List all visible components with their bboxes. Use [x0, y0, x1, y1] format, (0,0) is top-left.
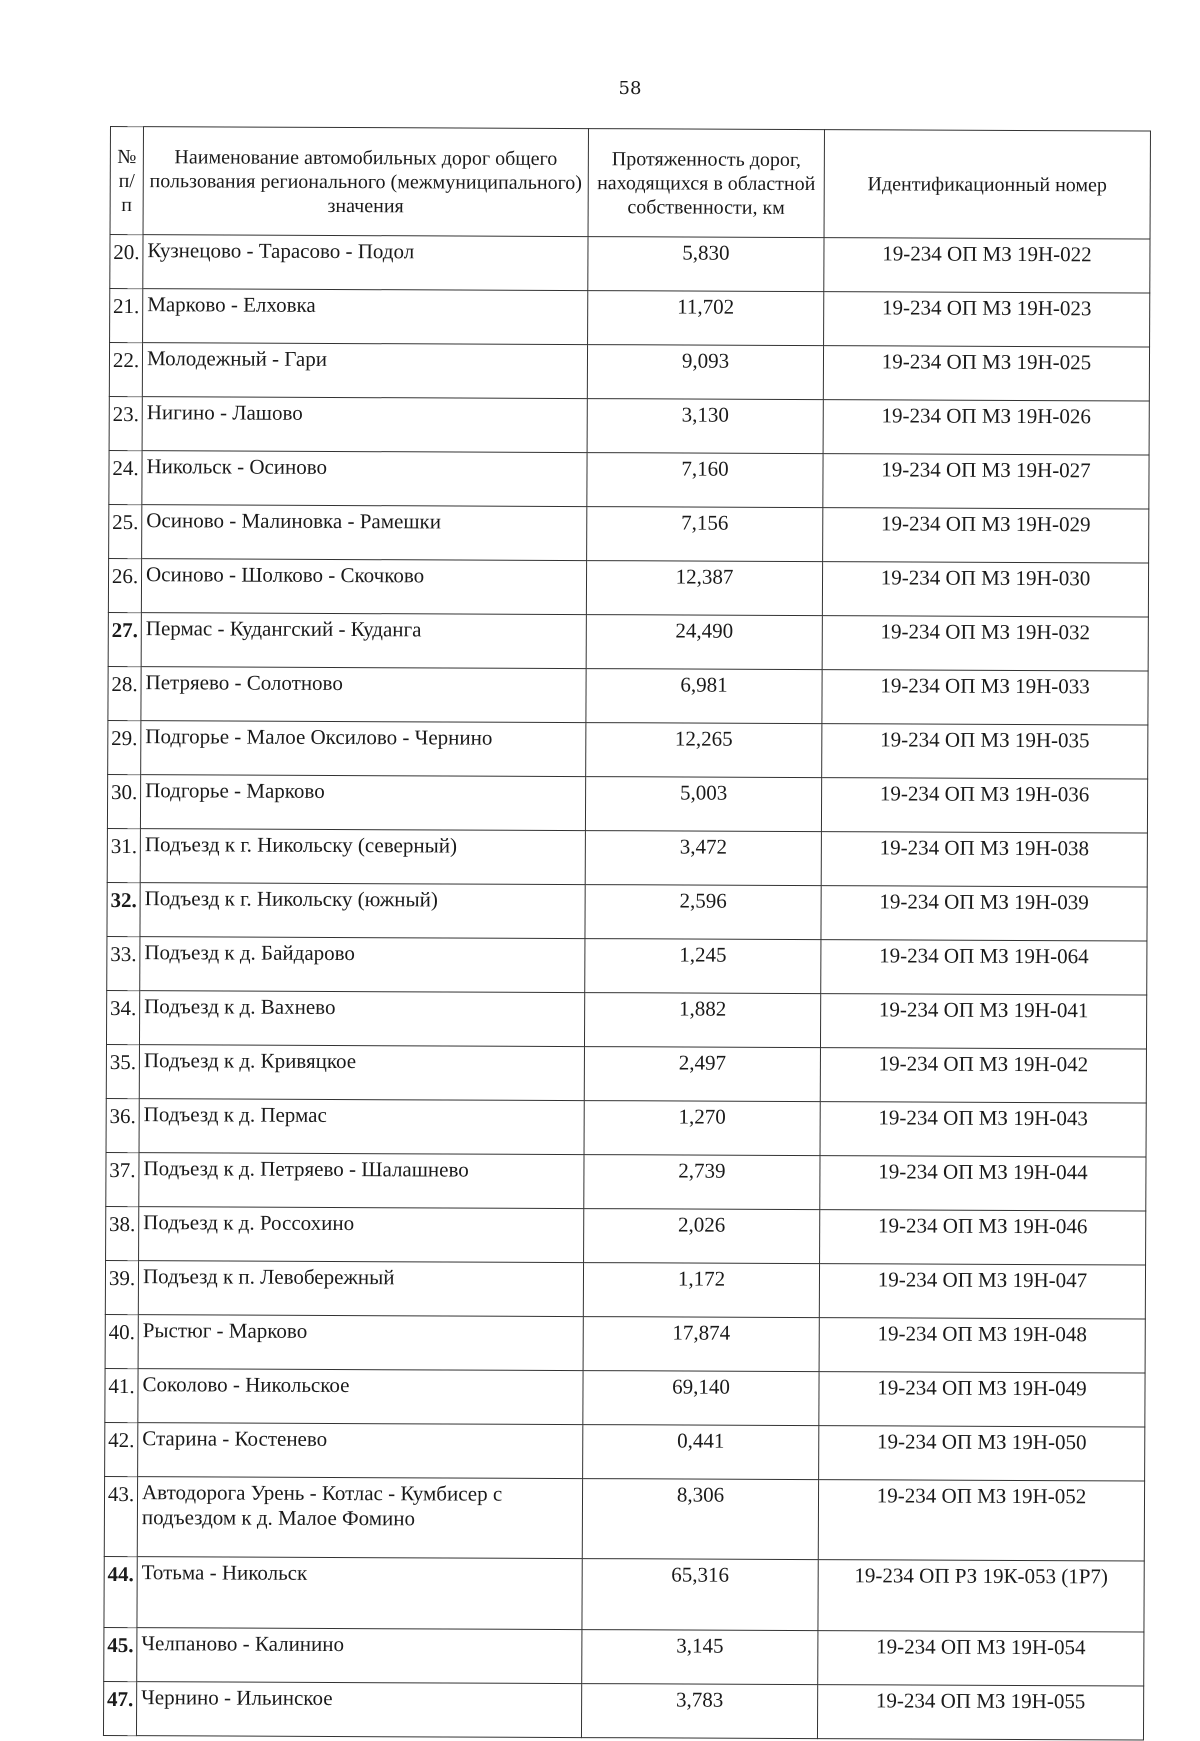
road-length: 2,497 [584, 1047, 820, 1102]
road-length: 2,739 [584, 1155, 820, 1210]
road-name: Марково - Елховка [143, 289, 588, 345]
road-length: 12,265 [586, 723, 822, 778]
road-length: 3,472 [585, 831, 821, 886]
row-number: 30. [107, 774, 140, 828]
table-row [107, 774, 1147, 833]
row-number: 27. [108, 612, 141, 666]
road-name: Подъезд к д. Пермас [139, 1099, 584, 1155]
row-number: 39. [105, 1260, 138, 1314]
table-row [106, 990, 1146, 1049]
road-ident: 19-234 ОП МЗ 19Н-036 [821, 778, 1147, 833]
road-name: Пермас - Кудангский - Куданга [141, 613, 586, 669]
roads-table [103, 126, 1151, 1741]
table-row [106, 1206, 1146, 1265]
road-length: 12,387 [586, 561, 822, 616]
row-number: 28. [108, 666, 141, 720]
road-name: Соколово - Никольское [138, 1369, 583, 1425]
table-row [105, 1314, 1145, 1373]
road-name: Подгорье - Малое Оксилово - Чернино [141, 721, 586, 777]
row-number: 41. [105, 1368, 138, 1422]
table-row [109, 396, 1149, 455]
road-ident: 19-234 ОП РЗ 19К-053 (1Р7) [818, 1560, 1144, 1632]
road-ident: 19-234 ОП МЗ 19Н-030 [822, 562, 1148, 617]
road-name: Челпаново - Калинино [137, 1628, 582, 1684]
road-name: Автодорога Урень - Котлас - Кумбисер с подъездом к д. Малое Фомино [137, 1477, 582, 1559]
road-ident: 19-234 ОП МЗ 19Н-032 [822, 616, 1148, 671]
row-number: 23. [109, 396, 142, 450]
road-name: Нигино - Лашово [142, 397, 587, 453]
road-length: 2,596 [585, 885, 821, 940]
road-name: Петряево - Солотново [141, 667, 586, 723]
road-ident: 19-234 ОП МЗ 19Н-023 [824, 292, 1150, 347]
road-ident: 19-234 ОП МЗ 19Н-027 [823, 454, 1149, 509]
road-length: 1,882 [584, 993, 820, 1048]
row-number: 32. [107, 882, 140, 936]
table-row [104, 1476, 1144, 1561]
road-ident: 19-234 ОП МЗ 19Н-047 [819, 1264, 1145, 1319]
road-ident: 19-234 ОП МЗ 19Н-029 [823, 508, 1149, 563]
table-row [109, 343, 1149, 402]
road-name: Подъезд к д. Кривяцкое [139, 1045, 584, 1101]
row-number: 22. [109, 343, 142, 397]
row-number: 47. [103, 1681, 136, 1735]
road-ident: 19-234 ОП МЗ 19Н-054 [818, 1631, 1144, 1686]
row-number: 43. [104, 1476, 137, 1556]
row-number: 21. [110, 289, 143, 343]
road-length: 24,490 [586, 615, 822, 670]
row-number: 38. [106, 1206, 139, 1260]
table-header-row [110, 127, 1150, 240]
road-length: 3,783 [581, 1684, 817, 1739]
row-number: 25. [109, 504, 142, 558]
road-name: Осиново - Шолково - Скочково [141, 559, 586, 615]
page-number: 58 [618, 78, 642, 99]
table-row [108, 612, 1148, 671]
road-ident: 19-234 ОП МЗ 19Н-033 [822, 670, 1148, 725]
road-name: Никольск - Осиново [142, 451, 587, 507]
road-ident: 19-234 ОП МЗ 19Н-064 [821, 940, 1147, 995]
road-name: Рыстюг - Марково [138, 1315, 583, 1371]
road-ident: 19-234 ОП МЗ 19Н-049 [819, 1372, 1145, 1427]
road-length: 1,172 [583, 1263, 819, 1318]
row-number: 26. [108, 558, 141, 612]
road-ident: 19-234 ОП МЗ 19Н-046 [820, 1210, 1146, 1265]
road-name: Тотьма - Никольск [137, 1557, 582, 1630]
table-row [107, 936, 1147, 995]
road-length: 0,441 [583, 1425, 819, 1480]
roads-table-sheet [103, 126, 1150, 1741]
road-ident: 19-234 ОП МЗ 19Н-055 [817, 1685, 1143, 1740]
row-number: 34. [106, 990, 139, 1044]
road-name: Чернино - Ильинское [136, 1682, 581, 1738]
table-row [108, 666, 1148, 725]
road-ident: 19-234 ОП МЗ 19Н-035 [822, 724, 1148, 779]
road-name: Подъезд к д. Петряево - Шалашнево [139, 1153, 584, 1209]
table-row [108, 720, 1148, 779]
table-row [108, 558, 1148, 617]
road-ident: 19-234 ОП МЗ 19Н-025 [823, 346, 1149, 401]
road-length: 3,130 [587, 399, 823, 454]
table-row [103, 1681, 1143, 1740]
road-ident: 19-234 ОП МЗ 19Н-041 [820, 994, 1146, 1049]
road-name: Подгорье - Марково [140, 775, 585, 831]
row-number: 31. [107, 828, 140, 882]
row-number: 45. [104, 1627, 137, 1681]
table-row [106, 1098, 1146, 1157]
road-ident: 19-234 ОП МЗ 19Н-039 [821, 886, 1147, 941]
road-length: 3,145 [582, 1630, 818, 1685]
road-ident: 19-234 ОП МЗ 19Н-050 [819, 1426, 1145, 1481]
road-length: 9,093 [587, 345, 823, 400]
road-ident: 19-234 ОП МЗ 19Н-052 [818, 1480, 1144, 1561]
road-name: Молодежный - Гари [142, 343, 587, 399]
road-length: 5,003 [585, 777, 821, 832]
road-length: 11,702 [588, 291, 824, 346]
road-name: Старина - Костенево [138, 1423, 583, 1479]
road-ident: 19-234 ОП МЗ 19Н-044 [820, 1156, 1146, 1211]
row-number: 33. [107, 936, 140, 990]
table-row [105, 1368, 1145, 1427]
row-number: 44. [104, 1556, 137, 1627]
table-row [110, 289, 1150, 348]
road-name: Подъезд к г. Никольску (южный) [140, 883, 585, 939]
row-number: 29. [108, 720, 141, 774]
road-length: 2,026 [584, 1209, 820, 1264]
road-length: 6,981 [586, 669, 822, 724]
road-name: Подъезд к д. Вахнево [139, 991, 584, 1047]
road-name: Кузнецово - Тарасово - Подол [143, 235, 588, 291]
table-row [110, 235, 1150, 294]
header-length: Протяженность дорог, находящихся в областной собственности, км [588, 129, 824, 238]
road-ident: 19-234 ОП МЗ 19Н-026 [823, 400, 1149, 455]
table-row [105, 1260, 1145, 1319]
table-row [109, 504, 1149, 563]
row-number: 37. [106, 1152, 139, 1206]
road-ident: 19-234 ОП МЗ 19Н-043 [820, 1102, 1146, 1157]
road-length: 17,874 [583, 1317, 819, 1372]
table-row [105, 1422, 1145, 1481]
header-ident: Идентификационный номер [824, 130, 1150, 239]
road-ident: 19-234 ОП МЗ 19Н-048 [819, 1318, 1145, 1373]
road-name: Подъезд к д. Россохино [139, 1207, 584, 1263]
header-name: Наименование автомобильных дорог общего пользования регионального (межмуниципального) значения [143, 127, 588, 237]
road-ident: 19-234 ОП МЗ 19Н-022 [824, 238, 1150, 293]
row-number: 36. [106, 1098, 139, 1152]
road-length: 1,270 [584, 1101, 820, 1156]
road-length: 65,316 [582, 1559, 818, 1631]
road-length: 5,830 [588, 237, 824, 292]
table-row [106, 1044, 1146, 1103]
table-body [103, 235, 1150, 1741]
row-number: 40. [105, 1314, 138, 1368]
row-number: 42. [105, 1422, 138, 1476]
header-num: № п/п [110, 127, 143, 235]
table-row [104, 1556, 1144, 1632]
table-row [106, 1152, 1146, 1211]
table-row [107, 882, 1147, 941]
road-name: Подъезд к п. Левобережный [138, 1261, 583, 1317]
road-name: Подъезд к д. Байдарово [140, 937, 585, 993]
road-length: 8,306 [582, 1479, 818, 1560]
table-row [107, 828, 1147, 887]
road-ident: 19-234 ОП МЗ 19Н-038 [821, 832, 1147, 887]
road-length: 69,140 [583, 1371, 819, 1426]
row-number: 35. [106, 1044, 139, 1098]
road-ident: 19-234 ОП МЗ 19Н-042 [820, 1048, 1146, 1103]
road-length: 7,160 [587, 453, 823, 508]
row-number: 20. [110, 235, 143, 289]
table-row [109, 450, 1149, 509]
road-length: 1,245 [585, 939, 821, 994]
road-length: 7,156 [587, 507, 823, 562]
road-name: Осиново - Малиновка - Рамешки [142, 505, 587, 561]
table-row [104, 1627, 1144, 1686]
row-number: 24. [109, 450, 142, 504]
road-name: Подъезд к г. Никольску (северный) [140, 829, 585, 885]
